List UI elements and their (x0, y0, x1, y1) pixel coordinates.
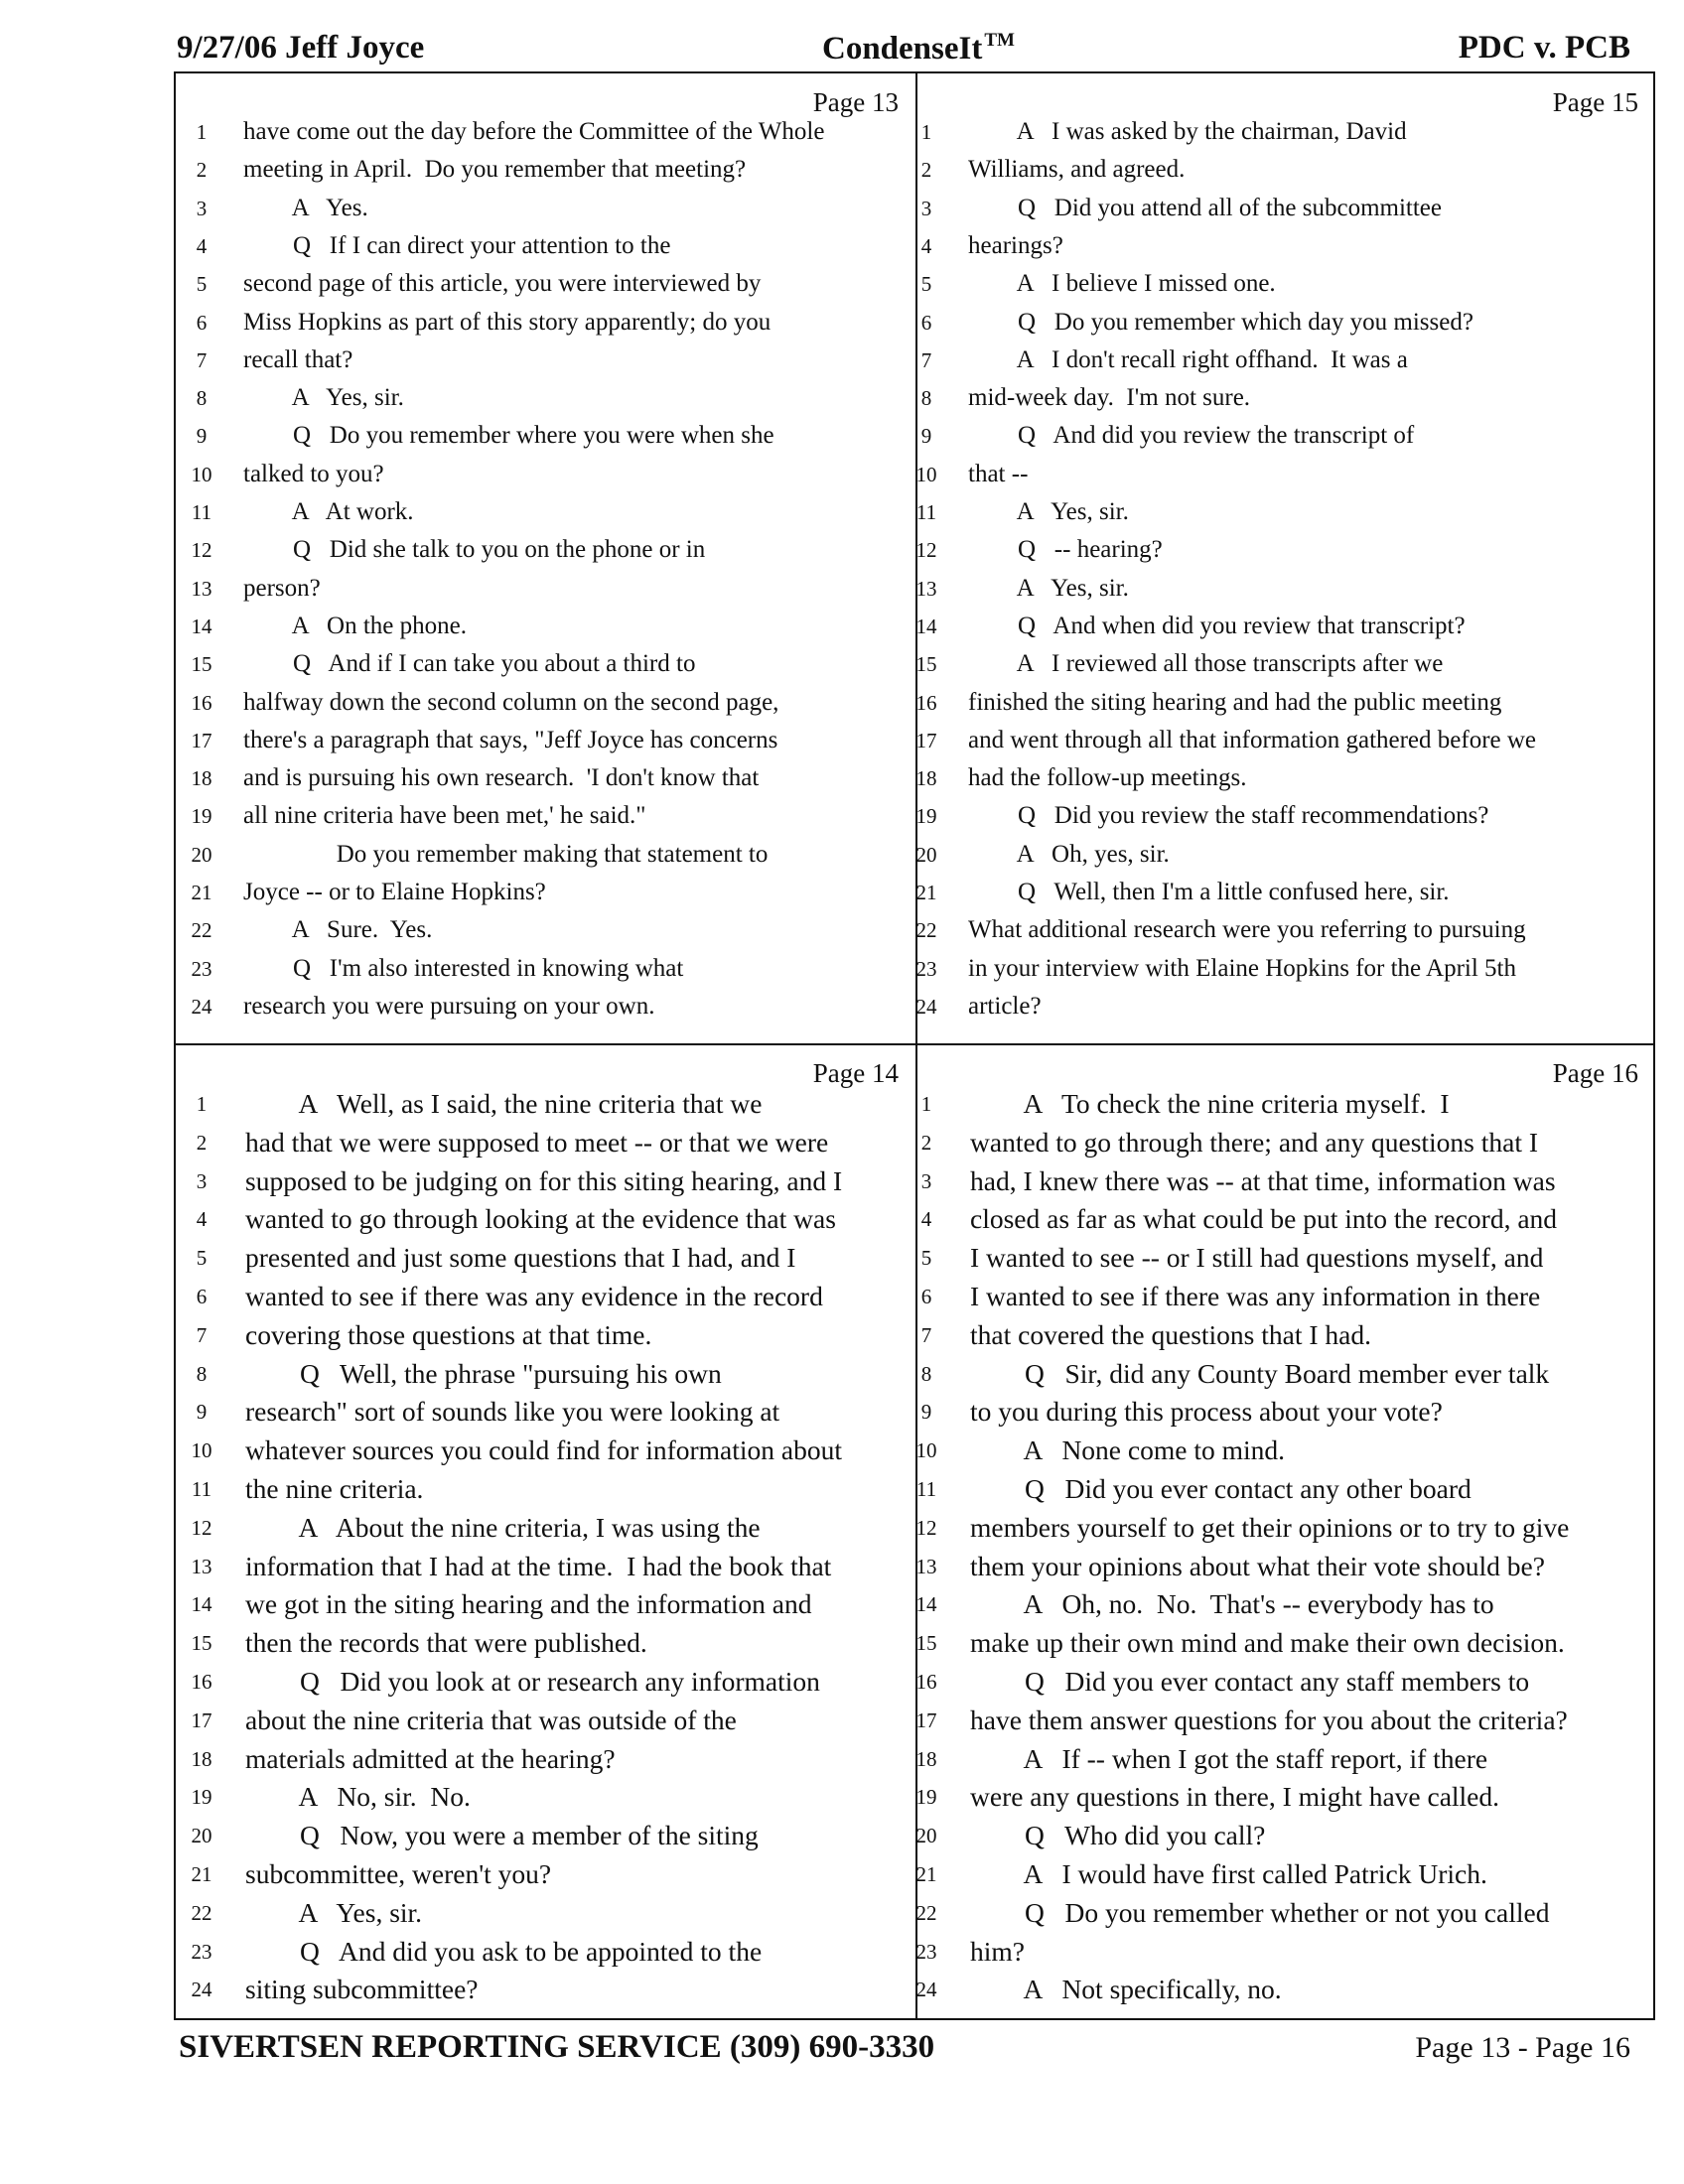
line-text: all nine criteria have been met,' he said." (243, 802, 646, 830)
line-number: 12 (915, 538, 937, 563)
line-number: 16 (915, 1670, 937, 1694)
page-number-title: Page 15 (1552, 87, 1638, 117)
line-text: there's a paragraph that says, "Jeff Joyce has concerns (243, 726, 778, 753)
line-text: had, I knew there was -- at that time, information was (970, 1164, 1556, 1196)
line-text: hearings? (968, 231, 1063, 259)
line-number: 5 (196, 272, 208, 297)
line-text: A Oh, yes, sir. (968, 840, 1170, 868)
line-number: 1 (920, 1092, 932, 1116)
line-number: 3 (920, 196, 932, 220)
line-number: 16 (191, 1670, 212, 1694)
line-text: Q Did you ever contact any staff members to (970, 1666, 1530, 1697)
line-text: were any questions in there, I might have called. (970, 1781, 1500, 1813)
line-text: Q And if I can take you about a third to (243, 650, 696, 678)
page-15-panel (909, 77, 1648, 1038)
line-text: supposed to be judging on for this siting hearing, and I (245, 1164, 843, 1196)
line-text: A About the nine criteria, I was using the (245, 1511, 761, 1543)
line-text: A I don't recall right offhand. It was a (968, 345, 1408, 373)
line-number: 6 (196, 310, 208, 335)
line-number: 12 (915, 1515, 937, 1540)
line-text: covering those questions at that time. (245, 1318, 652, 1350)
line-text: Joyce -- or to Elaine Hopkins? (243, 879, 546, 905)
page-number-title: Page 16 (1552, 1058, 1638, 1088)
line-text: Q Who did you call? (970, 1820, 1266, 1851)
line-number: 7 (920, 347, 932, 372)
line-number: 24 (191, 994, 212, 1019)
line-text: materials admitted at the hearing? (245, 1742, 616, 1774)
line-text: A Yes, sir. (968, 498, 1129, 525)
line-number: 5 (920, 272, 932, 297)
trademark-mark: TM (984, 30, 1015, 51)
line-number: 2 (920, 158, 932, 183)
line-number: 6 (196, 1285, 208, 1308)
line-text: Q Well, then I'm a little confused here, sir. (968, 879, 1450, 905)
line-text: Williams, and agreed. (968, 156, 1186, 184)
line-text: A No, sir. No. (245, 1781, 471, 1813)
line-number: 21 (191, 881, 212, 904)
line-text: research" sort of sounds like you were looking at (245, 1396, 780, 1428)
line-text: A Yes. (243, 194, 368, 221)
line-text: recall that? (243, 345, 353, 373)
line-number: 2 (920, 1130, 932, 1155)
line-text: about the nine criteria that was outside of the (245, 1704, 737, 1735)
line-text: finished the siting hearing and had the public meeting (968, 688, 1502, 716)
footer-reporting-service: SIVERTSEN REPORTING SERVICE (309) 690-3330 (179, 2029, 935, 2065)
line-number: 7 (196, 347, 208, 372)
line-text: closed as far as what could be put into the record, and (970, 1203, 1558, 1235)
row-divider (174, 1043, 1655, 1045)
line-number: 14 (191, 1592, 212, 1617)
line-text: person? (243, 574, 321, 602)
line-text: have them answer questions for you about the criteria? (970, 1704, 1568, 1735)
line-number: 4 (920, 1207, 932, 1232)
line-number: 23 (915, 956, 937, 981)
line-text: presented and just some questions that I had, and I (245, 1242, 796, 1274)
page-number-title: Page 13 (812, 87, 899, 117)
line-number: 7 (920, 1322, 932, 1347)
line-text: then the records that were published. (245, 1627, 647, 1659)
line-number: 1 (920, 120, 932, 144)
line-text: Q -- hearing? (968, 536, 1163, 564)
line-text: wanted to go through looking at the evidence that was (245, 1203, 836, 1235)
line-number: 22 (191, 918, 212, 943)
line-number: 24 (915, 994, 937, 1019)
line-text: we got in the siting hearing and the information and (245, 1588, 812, 1620)
line-text: A At work. (243, 498, 414, 525)
line-text: them your opinions about what their vote should be? (970, 1550, 1545, 1581)
line-text: members yourself to get their opinions or to try to give (970, 1511, 1570, 1543)
line-text: A On the phone. (243, 612, 467, 639)
line-number: 5 (196, 1246, 208, 1271)
line-text: siting subcommittee? (245, 1974, 479, 2005)
header-case-name: PDC v. PCB (1458, 30, 1630, 66)
line-number: 15 (191, 652, 212, 677)
page-16-panel (909, 1048, 1648, 2015)
line-text: Q Now, you were a member of the siting (245, 1820, 759, 1851)
line-number: 14 (915, 614, 937, 638)
line-text: A To check the nine criteria myself. I (970, 1088, 1450, 1119)
line-text: What additional research were you referring to pursuing (968, 916, 1526, 944)
line-number: 20 (191, 842, 212, 867)
line-number: 9 (196, 424, 208, 449)
page-13-panel (184, 77, 909, 1038)
line-number: 11 (915, 1477, 937, 1501)
header-title (822, 30, 1015, 68)
line-text: second page of this article, you were interviewed by (243, 270, 762, 298)
line-text: had that we were supposed to meet -- or that we were (245, 1126, 829, 1158)
footer-page-range: Page 13 - Page 16 (1415, 2031, 1630, 2064)
line-text: Q Sir, did any County Board member ever talk (970, 1357, 1550, 1389)
line-number: 7 (196, 1322, 208, 1347)
line-text: that covered the questions that I had. (970, 1318, 1371, 1350)
line-text: information that I had at the time. I had the book that (245, 1550, 832, 1581)
line-text: had the follow-up meetings. (968, 764, 1247, 792)
line-text: Q Do you remember whether or not you called (970, 1896, 1550, 1928)
line-text: to you during this process about your vote? (970, 1396, 1443, 1428)
line-text: I wanted to see -- or I still had questions myself, and (970, 1242, 1544, 1274)
line-text: make up their own mind and make their own decision. (970, 1627, 1565, 1659)
line-number: 10 (915, 462, 937, 486)
line-text: Q Do you remember which day you missed? (968, 308, 1474, 336)
line-number: 8 (920, 386, 932, 411)
line-number: 17 (191, 1707, 212, 1732)
line-text: talked to you? (243, 460, 384, 487)
line-text: and went through all that information gathered before we (968, 726, 1537, 753)
line-text: Do you remember making that statement to (243, 840, 769, 868)
line-number: 15 (915, 1631, 937, 1656)
line-text: wanted to see if there was any evidence in the record (245, 1281, 823, 1311)
line-number: 3 (196, 1168, 208, 1193)
line-number: 16 (191, 690, 212, 715)
line-text: A Not specifically, no. (970, 1974, 1282, 2005)
line-number: 12 (191, 538, 212, 563)
line-number: 17 (915, 1707, 937, 1732)
line-number: 3 (920, 1168, 932, 1193)
line-number: 1 (196, 1092, 208, 1116)
line-text: Q Did you look at or research any information (245, 1666, 820, 1697)
line-number: 24 (191, 1978, 212, 2002)
line-number: 18 (915, 766, 937, 791)
line-number: 9 (920, 1400, 932, 1425)
line-number: 13 (915, 576, 937, 601)
line-number: 11 (915, 500, 937, 524)
line-text: Q Did you attend all of the subcommittee (968, 194, 1442, 221)
line-number: 17 (915, 728, 937, 752)
line-number: 23 (191, 1939, 212, 1964)
line-number: 22 (191, 1900, 212, 1925)
line-text: mid-week day. I'm not sure. (968, 384, 1251, 412)
line-text: Q I'm also interested in knowing what (243, 954, 684, 982)
line-number: 21 (915, 881, 937, 904)
line-number: 18 (191, 766, 212, 791)
line-number: 4 (920, 233, 932, 258)
line-text: A Oh, no. No. That's -- everybody has to (970, 1588, 1494, 1620)
line-number: 1 (196, 120, 208, 144)
line-number: 10 (191, 462, 212, 486)
line-number: 11 (191, 500, 212, 524)
line-number: 9 (920, 424, 932, 449)
line-number: 20 (915, 1824, 937, 1848)
line-number: 23 (915, 1939, 937, 1964)
line-text: that -- (968, 460, 1029, 487)
line-text: have come out the day before the Committee of the Whole (243, 118, 825, 145)
page-number-title: Page 14 (812, 1058, 899, 1088)
line-number: 20 (191, 1824, 212, 1848)
line-text: I wanted to see if there was any information in there (970, 1281, 1541, 1311)
line-number: 22 (915, 918, 937, 943)
line-text: Q And when did you review that transcript? (968, 612, 1466, 639)
line-text: Q Did she talk to you on the phone or in (243, 536, 706, 564)
line-text: Q And did you review the transcript of (968, 422, 1415, 450)
line-text: Q And did you ask to be appointed to the (245, 1935, 763, 1967)
line-number: 18 (191, 1746, 212, 1771)
line-text: A I reviewed all those transcripts after we (968, 650, 1444, 678)
line-number: 10 (915, 1438, 937, 1463)
line-number: 13 (191, 576, 212, 601)
line-number: 14 (191, 614, 212, 638)
line-text: A If -- when I got the staff report, if there (970, 1742, 1488, 1774)
line-text: research you were pursuing on your own. (243, 992, 655, 1020)
line-number: 24 (915, 1978, 937, 2002)
line-text: Q Do you remember where you were when she (243, 422, 774, 450)
line-text: Q Did you ever contact any other board (970, 1473, 1472, 1504)
line-text: A Well, as I said, the nine criteria that we (245, 1088, 763, 1119)
line-number: 8 (196, 386, 208, 411)
line-text: A Yes, sir. (245, 1896, 423, 1928)
line-number: 21 (191, 1862, 212, 1886)
page-14-panel (184, 1048, 909, 2015)
line-number: 20 (915, 842, 937, 867)
line-number: 13 (191, 1554, 212, 1578)
line-number: 8 (920, 1361, 932, 1386)
line-number: 4 (196, 233, 208, 258)
line-number: 2 (196, 158, 208, 183)
line-text: A Sure. Yes. (243, 916, 433, 944)
header-case-date: 9/27/06 Jeff Joyce (177, 30, 425, 66)
line-text: the nine criteria. (245, 1473, 424, 1504)
line-text: Q If I can direct your attention to the (243, 231, 671, 259)
line-number: 22 (915, 1900, 937, 1925)
line-number: 12 (191, 1515, 212, 1540)
line-text: subcommittee, weren't you? (245, 1858, 552, 1889)
line-number: 19 (191, 1785, 212, 1810)
line-text: Q Well, the phrase "pursuing his own (245, 1357, 722, 1389)
line-text: A I was asked by the chairman, David (968, 118, 1407, 145)
line-number: 18 (915, 1746, 937, 1771)
line-number: 15 (191, 1631, 212, 1656)
line-number: 5 (920, 1246, 932, 1271)
line-number: 19 (915, 804, 937, 829)
line-number: 10 (191, 1438, 212, 1463)
line-number: 2 (196, 1130, 208, 1155)
line-number: 6 (920, 1285, 932, 1308)
line-number: 15 (915, 652, 937, 677)
line-text: A Yes, sir. (243, 384, 404, 412)
line-text: whatever sources you could find for information about (245, 1434, 843, 1466)
line-number: 21 (915, 1862, 937, 1886)
header-title-text: CondenseIt (822, 31, 983, 67)
line-text: wanted to go through there; and any questions that I (970, 1126, 1539, 1158)
line-text: halfway down the second column on the second page, (243, 688, 779, 716)
line-text: Q Did you review the staff recommendations? (968, 802, 1489, 830)
line-number: 17 (191, 728, 212, 752)
line-number: 19 (915, 1785, 937, 1810)
line-number: 3 (196, 196, 208, 220)
line-text: A None come to mind. (970, 1434, 1285, 1466)
line-number: 9 (196, 1400, 208, 1425)
line-text: meeting in April. Do you remember that meeting? (243, 156, 747, 184)
line-text: A I believe I missed one. (968, 270, 1276, 298)
line-text: A I would have first called Patrick Urich. (970, 1858, 1487, 1889)
line-text: him? (970, 1935, 1025, 1967)
line-number: 16 (915, 690, 937, 715)
line-number: 8 (196, 1361, 208, 1386)
line-number: 13 (915, 1554, 937, 1578)
line-text: article? (968, 992, 1042, 1020)
line-text: A Yes, sir. (968, 574, 1129, 602)
line-number: 6 (920, 310, 932, 335)
line-text: Miss Hopkins as part of this story apparently; do you (243, 308, 772, 336)
line-number: 11 (191, 1477, 212, 1501)
line-number: 4 (196, 1207, 208, 1232)
line-number: 19 (191, 804, 212, 829)
line-text: and is pursuing his own research. 'I don't know that (243, 764, 760, 792)
line-text: in your interview with Elaine Hopkins for the April 5th (968, 954, 1516, 982)
line-number: 14 (915, 1592, 937, 1617)
line-number: 23 (191, 956, 212, 981)
